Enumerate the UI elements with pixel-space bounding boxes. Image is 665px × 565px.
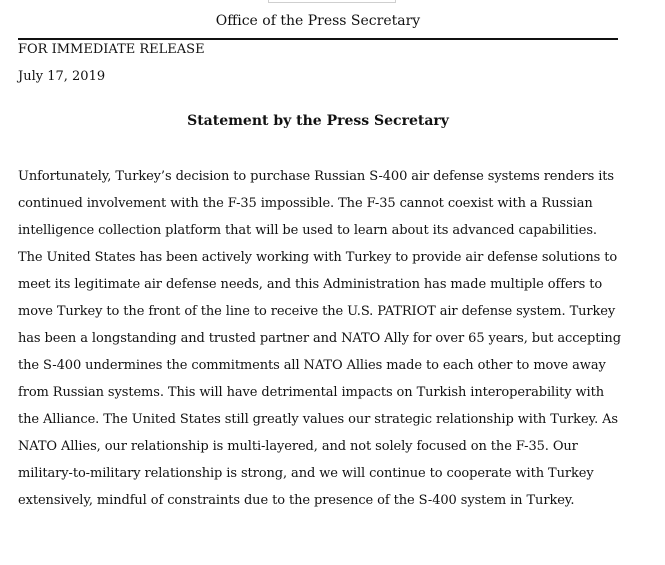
top-tab-outline xyxy=(268,0,396,3)
office-heading: Office of the Press Secretary xyxy=(215,13,421,29)
release-label: FOR IMMEDIATE RELEASE xyxy=(18,42,205,57)
release-date: July 17, 2019 xyxy=(18,69,106,84)
statement-title: Statement by the Press Secretary xyxy=(187,113,449,129)
statement-body: Unfortunately, Turkey’s decision to purchase Russian S-400 air defense systems renders its continued involvement with the F-35 impossible. The F-35 cannot coexist with a Russian intelligence collection platform that will be used to learn about its advanced capabilities. The United States has been actively working with Turkey to provide air defense solutions to meet its legitimate air defense needs, and this Administration has made multiple offers to move Turkey to the front of the line to receive the U.S. PATRIOT air defense system. Turkey has been a longstanding and trusted partner and NATO Ally for over 65 years, but accepting the S-400 undermines the commitments all NATO Allies made to each other to move away from Russian systems. This will have detrimental impacts on Turkish interoperability with the Alliance. The United States still greatly values our strategic relationship with Turkey. As NATO Allies, our relationship is multi-layered, and not solely focused on the F-35. Our military-to-military relationship is strong, and we will continue to cooperate with Turkey extensively, mindful of constraints due to the presence of the S-400 system in Turkey. xyxy=(18,169,621,508)
